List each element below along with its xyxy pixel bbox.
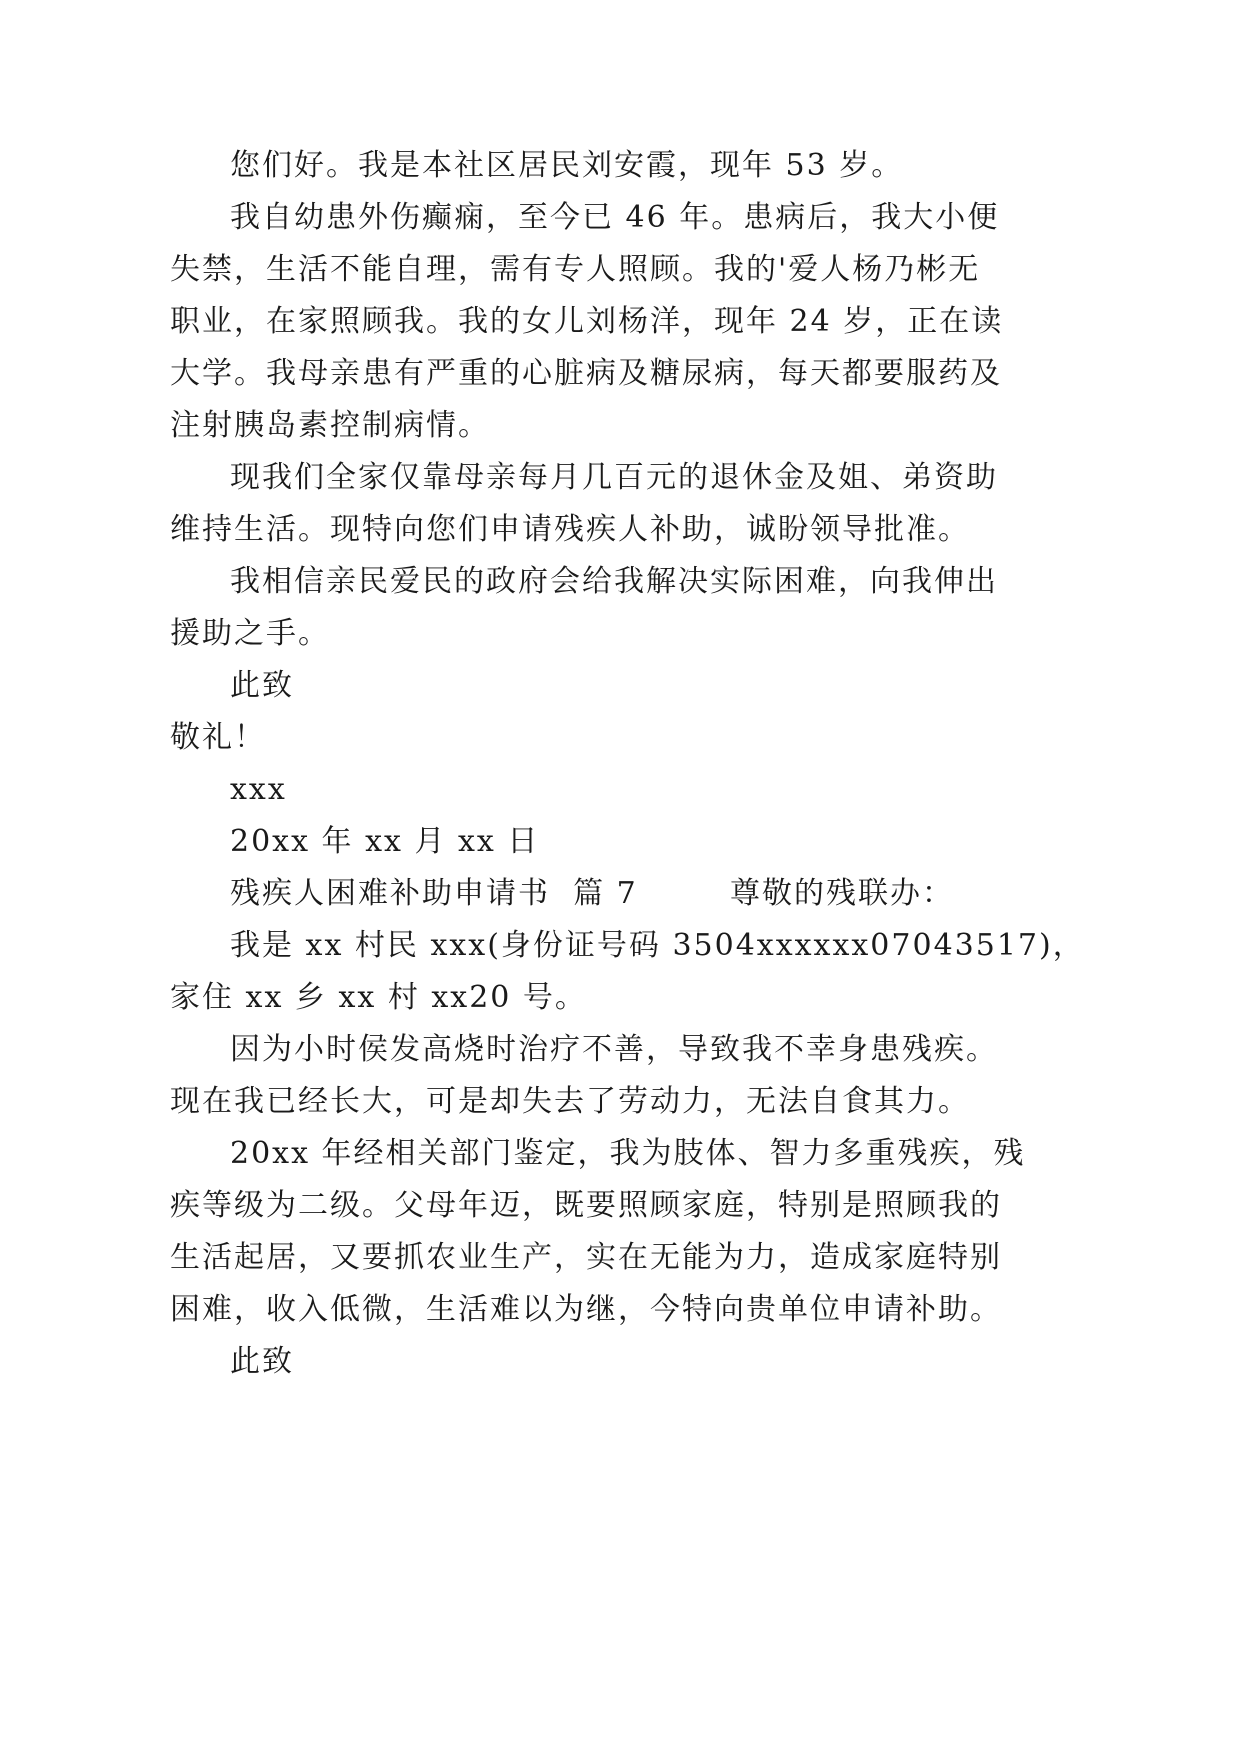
text-line: 援助之手。 bbox=[170, 616, 330, 651]
text-line: 维持生活。现特向您们申请残疾人补助，诚盼领导批准。 bbox=[170, 512, 970, 547]
salutation-line: 敬礼！ bbox=[170, 720, 266, 755]
text-line: 大学。我母亲患有严重的心脏病及糖尿病，每天都要服药及 bbox=[170, 356, 1002, 391]
text-line: 注射胰岛素控制病情。 bbox=[170, 408, 490, 443]
text-line: 现我们全家仅靠母亲每月几百元的退休金及姐、弟资助 bbox=[230, 460, 998, 495]
text-line: 20xx 年经相关部门鉴定，我为肢体、智力多重残疾，残 bbox=[230, 1136, 1026, 1171]
section-heading: 残疾人困难补助申请书 篇 7 尊敬的残联办： bbox=[230, 876, 954, 911]
text-line: 我相信亲民爱民的政府会给我解决实际困难，向我伸出 bbox=[230, 564, 998, 599]
text-line: 职业，在家照顾我。我的女儿刘杨洋，现年 24 岁，正在读 bbox=[170, 304, 1004, 339]
text-line: 现在我已经长大，可是却失去了劳动力，无法自食其力。 bbox=[170, 1084, 970, 1119]
text-line: 失禁，生活不能自理，需有专人照顾。我的'爱人杨乃彬无 bbox=[170, 252, 981, 287]
text-line: 您们好。我是本社区居民刘安霞，现年 53 岁。 bbox=[230, 148, 904, 183]
text-line: 疾等级为二级。父母年迈，既要照顾家庭，特别是照顾我的 bbox=[170, 1188, 1002, 1223]
text-line: 困难，收入低微，生活难以为继，今特向贵单位申请补助。 bbox=[170, 1292, 1002, 1327]
text-line: 因为小时侯发高烧时治疗不善，导致我不幸身患残疾。 bbox=[230, 1032, 998, 1067]
signature-line: xxx bbox=[230, 772, 287, 807]
date-line: 20xx 年 xx 月 xx 日 bbox=[230, 824, 540, 859]
text-line: 家住 xx 乡 xx 村 xx20 号。 bbox=[170, 980, 587, 1015]
text-line: 我自幼患外伤癫痫，至今已 46 年。患病后，我大小便 bbox=[230, 200, 1000, 235]
closing-line: 此致 bbox=[230, 1344, 294, 1379]
closing-line: 此致 bbox=[230, 668, 294, 703]
text-line: 我是 xx 村民 xxx(身份证号码 3504xxxxxx07043517)， bbox=[230, 928, 1085, 963]
text-line: 生活起居，又要抓农业生产，实在无能为力，造成家庭特别 bbox=[170, 1240, 1002, 1275]
